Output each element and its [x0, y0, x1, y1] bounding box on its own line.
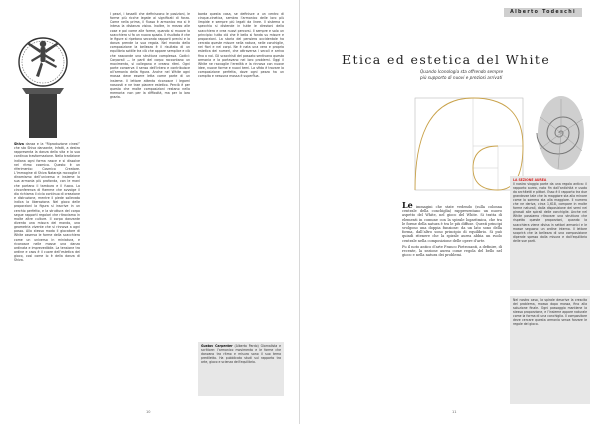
right-main-text-2: Fu il noto antico d’arte Franco Pietrosanti, a definire, di recente, la sezione aurea come regola del bello nel gioco e nella natura dei problemi.: [402, 244, 502, 258]
left-column-3-text: borda questa casa, se definisce a un centro di cinque-cinetica, sembra l’armonico delle loro più limpide e sempre più legati da linee. Il sistema a specchio si distende in tutte le direzioni della scacchiera e crea nuovi percorsi. Il sempre e solo un principio: tutto ciò che è bello si fonda su misure e proporzioni. La storia del pensiero occidentale ha cercato queste misure nella natura, nelle conchiglie, nei fiori e nei corpi. Ne è nata una vera e propria estetica dei numeri, che attraversa i secoli e arriva fino a noi. Gli scacchisti del passato sentivano questa armonia e la portavano nei loro problemi. Oggi il White ne raccoglie l’eredità e la rinnova con nuove idee, nuove forme e nuovi temi. La sfida è trovare la composizione perfetta, dove ogni pezzo ha un compito e nessuna mossa è superflua.: [198, 12, 284, 79]
page-fold: [299, 0, 300, 424]
shiva-nataraja-figure: [14, 18, 72, 140]
spiral-note-text: Nel nostro caso, la spirale descrive la crescita del problema, mossa dopo mossa, fino alla soluzione finale. Ogni passaggio mantiene la stessa proporzione, e l’insieme appare naturale come la forma di una conchiglia. Il compositore deve cercare questa armonia senza forzare le regole del gioco.: [513, 298, 587, 327]
author-banner: Alberto Todeschi: [504, 8, 582, 17]
left-column-1-text: danza e la “Riproduzione cinesi” che sta Shiva danzante, Infatti, a destra rappresenta la danza della vita e la sua continua trasformazione. Nella tradizione indiana ogni forma nasce e si dissolve nel ritmo cosmico. Questo è un riferimento: Cosmico Creatore. L’immagine di Shiva Nataraja raccoglie il dinamismo dell’universo e insieme la sua armonia più profonda, con le mani che portano il tamburo e il fuoco. La circonferenza di fiamme che avvolge il dio richiama il ciclo continuo di creazione e distruzione, mentre il piede sollevato indica la liberazione. Nel gioco delle proporzioni la figura si inscrive in un cerchio perfetto, e la struttura del corpo segue rapporti regolari che ritroviamo in molte altre culture. Il corpo danzante diventa una misura del mondo, una geometria vivente che si rinnova a ogni passo. Allo stesso modo il giocatore di White osserva le forme della scacchiera come un universo in miniatura, e riconosce nelle mosse una danza ordinata e imprevedibile. La tensione tra ordine e caos è il cuore dell’estetica del gioco, così come lo è della danza di Shiva.: [14, 142, 80, 263]
right-main-text-1: immagini che state vedendo (sulla colonna centrale della conchiglia) rappresentano un nuovo aspetto del White, nel gioco del White. Si tratta di elementi in comune con la spirale logaritmica, che tra le forme della natura è tra le più diffuse. Questi principi svolgono una doppia funzione: da un lato sono della forma, dall’altro sono principio di equilibrio. Si può quindi ritenere che la spirale aurea abbia un ruolo centrale nella composizione delle opere d’arte.: [402, 205, 502, 243]
drop-cap: Le: [402, 200, 413, 210]
bio-label: Gustav Carpenter: [201, 344, 233, 348]
spiral-note-box: [510, 296, 590, 404]
left-column-2-text: I pezzi, i tasselli che definiscono le posizioni, le forme più ricche legate ai significati di forza. Come nella prima, il flusso è armonico ma si è intesa la distanza visiva. Inoltre, in mezzo alle cose e poi come alle forme, quando si muove la scacchiera si fa un nuovo spazio. Il risultato è che le figure si ripetono secondo rapporti precisi e la danza prende la sua regola. Nel mondo della composizione la bellezza è il risultato di un equilibrio sottile tra ciò che appare semplice e ciò che nasconde una struttura complessa. Codici: Corporali — le parti del corpo raccontano un movimento, si collegano e creano ritmi. Ogni parte conserva il senso dell’intero e contribuisce all’armonia della figura. Anche nel White ogni mossa deve essere letta come parte di un insieme. Il lettore attento riconosce i legami nascosti e ne trae piacere estetico. Perciò è per questo che molte composizioni restano nella memoria: non per la difficoltà, ma per la loro grazia.: [110, 12, 190, 100]
article-title: Etica ed estetica del White: [342, 52, 551, 67]
sezione-aurea-title: LA SEZIONE AUREA: [513, 178, 547, 182]
page-number-right: 11: [452, 410, 457, 414]
left-column-3: [198, 12, 284, 262]
left-column-2: [110, 12, 190, 408]
nautilus-shell-image: [536, 93, 586, 173]
bio-text: (Alberto Pardo) Giornalista e scrittore: l’armonico movimento e le forme che danzano tra ritmo e misura sono il suo tema prediletto. Ha pubblicato studi sul rapporto tra arte, gioco e scienza dell’equilibrio.: [201, 344, 282, 365]
sezione-aurea-box: [510, 176, 590, 290]
right-main-column: [402, 202, 502, 259]
golden-spiral-diagram: [413, 96, 525, 192]
page-number-left: 10: [146, 410, 151, 414]
article-subtitle: Quando Iconologia sta offrendo sempre più supporto di nuovi e preziosi arrivati: [420, 69, 504, 80]
author-bio-box: [198, 342, 284, 396]
left-column-1: [14, 142, 80, 408]
shiva-label: Shiva: [14, 142, 24, 146]
sezione-aurea-text: Il nostro viaggio parte da una regola antica: il rapporto aureo, noto fin dall’antichità e usato da architetti e pittori. Esso è il rapporto tra due grandezze tale che la maggiore sta alla minore come la somma sta alla maggiore. Il numero che ne deriva, circa 1,618, compare in molte forme naturali, dalla disposizione dei semi nei girasoli alle spirali delle conchiglie. Anche nel White possiamo ritrovare una struttura che rispetta queste proporzioni, quando la scacchiera viene divisa in settori armonici e le mosse seguono un ordine interno. Il lettore scoprirà che la bellezza di una composizione dipende spesso dalla misura e dall’equilibrio delle sue parti.: [513, 182, 587, 243]
